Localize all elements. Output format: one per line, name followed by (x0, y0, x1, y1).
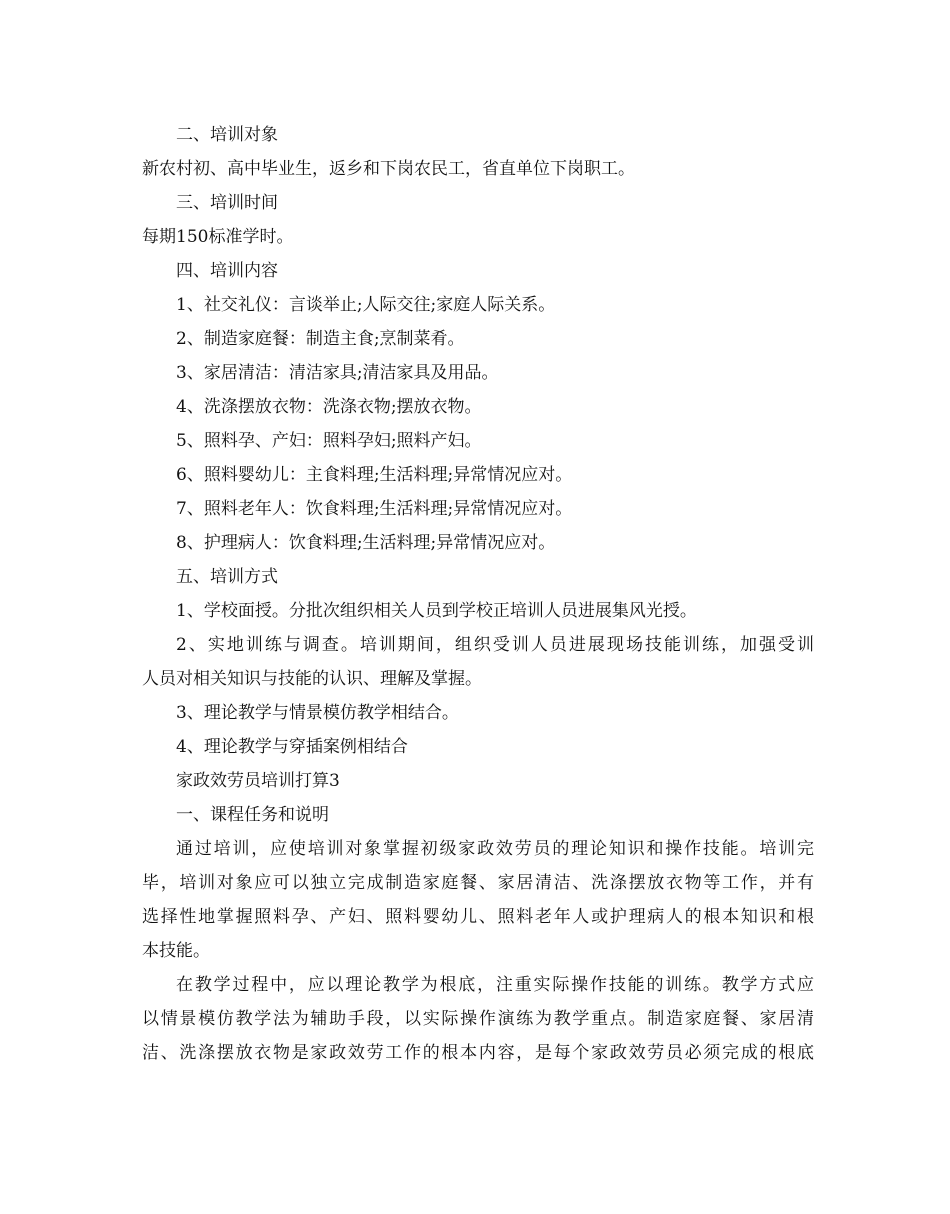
list-item: 1、学校面授。分批次组织相关人员到学校正培训人员进展集风光授。 (176, 601, 697, 621)
list-item: 8、护理病人：饮食料理;生活料理;异常情况应对。 (176, 533, 556, 553)
list-item: 1、社交礼仪：言谈举止;人际交往;家庭人际关系。 (176, 295, 556, 315)
list-item: 7、照料老年人：饮食料理;生活料理;异常情况应对。 (176, 499, 573, 519)
section-heading-training-target: 二、培训对象 (176, 125, 278, 145)
section-heading-course-task: 一、课程任务和说明 (176, 805, 329, 825)
list-item: 3、家居清洁：清洁家具;清洁家具及用品。 (176, 363, 499, 383)
list-item: 5、照料孕、产妇：照料孕妇;照料产妇。 (176, 431, 482, 451)
paragraph-line: 洁、洗涤摆放衣物是家政效劳工作的根本内容，是每个家政效劳员必须完成的根底 (142, 1043, 814, 1063)
paragraph-line: 以情景模仿教学法为辅助手段，以实际操作演练为教学重点。制造家庭餐、家居清 (142, 1009, 814, 1029)
paragraph-line: 本技能。 (142, 941, 210, 961)
list-item: 4、洗涤摆放衣物：洗涤衣物;摆放衣物。 (176, 397, 482, 417)
section-heading-training-content: 四、培训内容 (176, 261, 278, 281)
paragraph-line: 毕，培训对象应可以独立完成制造家庭餐、家居清洁、洗涤摆放衣物等工作，并有 (142, 873, 814, 893)
list-item: 6、照料婴幼儿：主食料理;生活料理;异常情况应对。 (176, 465, 573, 485)
paragraph-line: 通过培训，应使培训对象掌握初级家政效劳员的理论知识和操作技能。培训完 (176, 839, 814, 859)
list-item: 4、理论教学与穿插案例相结合 (176, 737, 408, 757)
section-heading-training-method: 五、培训方式 (176, 567, 278, 587)
section-heading-training-time: 三、培训时间 (176, 193, 278, 213)
paragraph-line: 新农村初、高中毕业生，返乡和下岗农民工，省直单位下岗职工。 (142, 159, 635, 179)
list-item: 3、理论教学与情景模仿教学相结合。 (176, 703, 459, 723)
list-item: 2、制造家庭餐：制造主食;烹制菜肴。 (176, 329, 465, 349)
paragraph-line: 在教学过程中，应以理论教学为根底，注重实际操作技能的训练。教学方式应 (176, 975, 814, 995)
paragraph-line: 每期150标准学时。 (142, 227, 294, 247)
list-item: 2、实地训练与调查。培训期间，组织受训人员进展现场技能训练，加强受训 (176, 635, 814, 655)
document-body (142, 118, 814, 1070)
document-section-title: 家政效劳员培训打算3 (176, 771, 340, 791)
paragraph-line: 选择性地掌握照料孕、产妇、照料婴幼儿、照料老年人或护理病人的根本知识和根 (142, 907, 814, 927)
paragraph-line: 人员对相关知识与技能的认识、理解及掌握。 (142, 669, 482, 689)
